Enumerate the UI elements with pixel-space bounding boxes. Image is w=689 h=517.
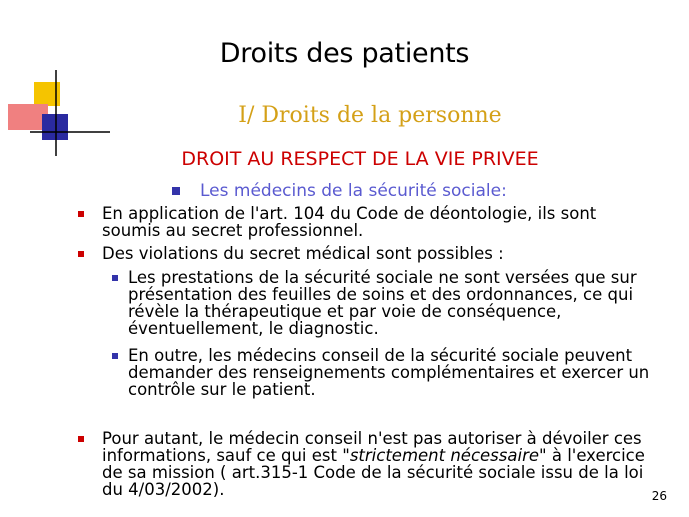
sub-list-item	[112, 347, 672, 398]
section-heading: DROIT AU RESPECT DE LA VIE PRIVEE	[181, 148, 539, 170]
text-segment: informations, sauf ce qui est "	[102, 446, 350, 465]
red-bullet-icon	[78, 436, 84, 442]
page-number: 26	[651, 489, 667, 503]
sub-list-item-line: demander des renseignements complémentaires et exercer un	[128, 363, 650, 382]
sub-heading-text: Les médecins de la sécurité sociale:	[200, 181, 507, 201]
list-item-line: du 4/03/2002).	[102, 480, 225, 499]
list-item-line: soumis au secret professionnel.	[102, 221, 364, 240]
list-item	[78, 205, 668, 239]
decorative-corner-graphic	[0, 70, 110, 160]
slide-title: Droits des patients	[219, 38, 470, 69]
emphasized-text: strictement nécessaire	[349, 446, 540, 465]
blue-bullet-icon	[112, 353, 118, 359]
blue-bullet-icon	[112, 275, 118, 281]
list-item-line: En application de l'art. 104 du Code de déontologie, ils sont	[102, 204, 597, 223]
sub-list-item-line: présentation des feuilles de soins et des ordonnances, ce qui	[128, 285, 634, 304]
list-item-line: de sa mission ( art.315-1 Code de la sécurité sociale issu de la loi	[102, 463, 644, 482]
red-bullet-icon	[78, 251, 84, 257]
deco-blue-square	[42, 114, 68, 140]
sub-list-item	[112, 269, 672, 337]
text-segment: " à l'exercice	[539, 446, 645, 465]
sub-list-item-line: Les prestations de la sécurité sociale ne sont versées que sur	[128, 268, 637, 287]
list-item	[78, 245, 668, 262]
list-item-line: Pour autant, le médecin conseil n'est pas autoriser à dévoiler ces	[102, 429, 642, 448]
sub-list-item-line: éventuellement, le diagnostic.	[128, 319, 379, 338]
sub-list-item-line: révèle la thérapeutique et par voie de conséquence,	[128, 302, 562, 321]
red-bullet-icon	[78, 211, 84, 217]
list-item-line	[102, 447, 668, 464]
sub-heading	[172, 181, 507, 201]
list-item	[78, 430, 668, 498]
square-bullet-icon	[172, 187, 180, 195]
slide-subtitle: I/ Droits de la personne	[238, 103, 502, 128]
list-item-line: Des violations du secret médical sont possibles :	[102, 244, 504, 263]
sub-list-item-line: contrôle sur le patient.	[128, 380, 316, 399]
sub-list-item-line: En outre, les médecins conseil de la sécurité sociale peuvent	[128, 346, 633, 365]
